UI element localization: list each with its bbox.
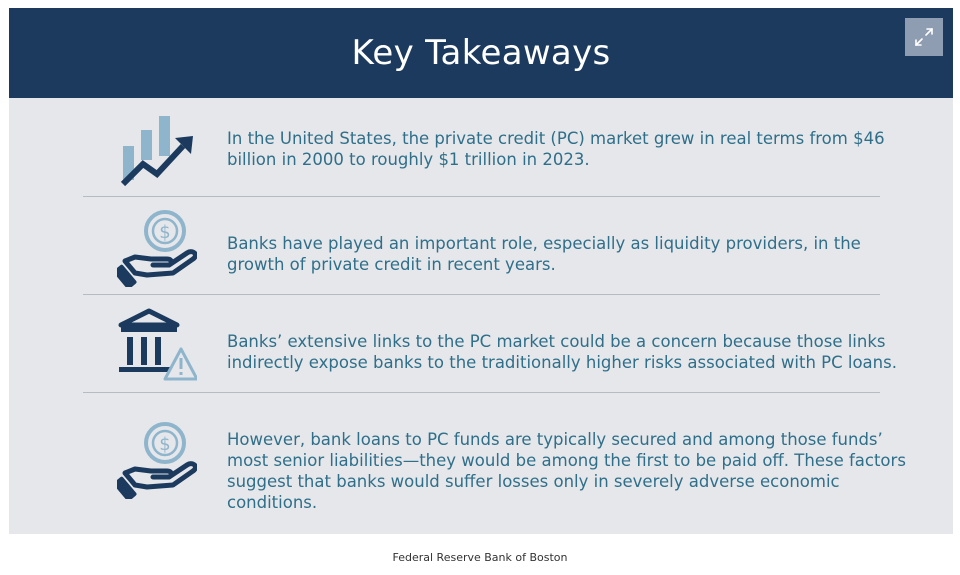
takeaway-text: However, bank loans to PC funds are typically secured and among those funds’ most senior liabilities—they would be among the first to be paid off. These factors suggest that banks would suffer losses only in severely adverse economic conditions.	[227, 430, 906, 512]
svg-text:$: $	[159, 434, 171, 455]
bank-warning-icon	[117, 305, 197, 385]
hand-dollar-coin-icon	[117, 419, 197, 499]
image-caption: Federal Reserve Bank of Boston	[392, 551, 568, 564]
expand-icon	[913, 26, 935, 48]
takeaway-item	[9, 197, 953, 294]
takeaway-text: In the United States, the private credit (PC) market grew in real terms from $46 billion in 2000 to roughly $1 trillion in 2023.	[227, 129, 885, 169]
key-takeaways-card	[9, 8, 953, 534]
takeaway-item	[9, 393, 953, 523]
card-title: Key Takeaways	[351, 33, 611, 73]
card-header	[9, 8, 953, 98]
takeaway-item	[9, 98, 953, 196]
growth-chart-icon	[117, 108, 197, 188]
takeaway-item	[9, 295, 953, 392]
takeaway-text: Banks have played an important role, especially as liquidity providers, in the growth of private credit in recent years.	[227, 234, 861, 274]
svg-text:$: $	[159, 222, 171, 243]
hand-dollar-coin-icon	[117, 207, 197, 287]
takeaway-text: Banks’ extensive links to the PC market could be a concern because those links indirectly expose banks to the traditionally higher risks associated with PC loans.	[227, 332, 897, 372]
expand-button[interactable]	[905, 18, 943, 56]
